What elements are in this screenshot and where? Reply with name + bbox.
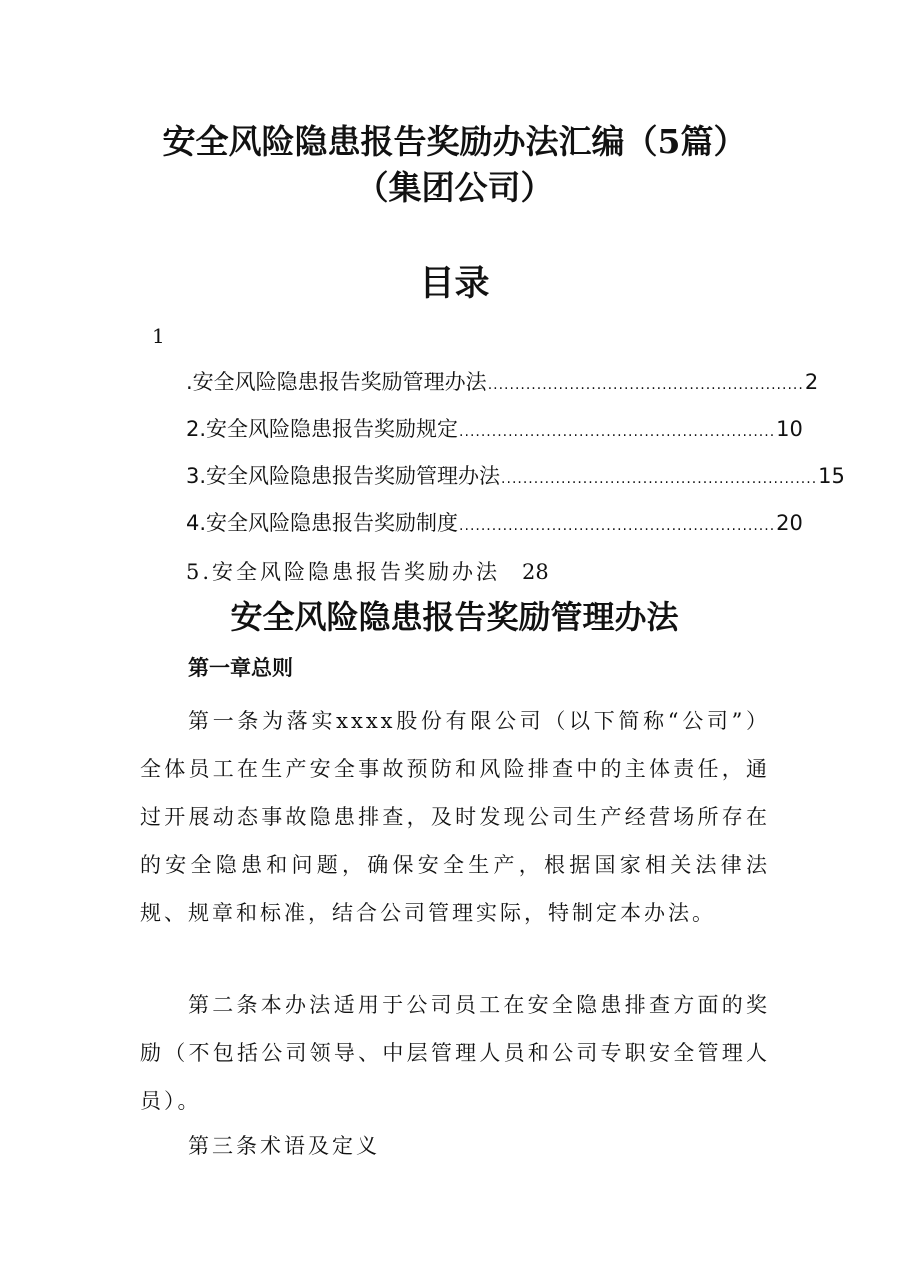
toc-item-page: 20 bbox=[776, 511, 803, 535]
toc-item-5[interactable] bbox=[186, 554, 549, 590]
chapter-heading: 第一章总则 bbox=[188, 656, 293, 680]
toc-heading: 目录 bbox=[419, 263, 490, 304]
toc-item[interactable] bbox=[186, 458, 845, 505]
toc-item-page: 15 bbox=[818, 464, 845, 488]
toc-first-number: 1 bbox=[152, 324, 165, 348]
toc-item-label: .安全风险隐患报告奖励管理办法 bbox=[186, 370, 487, 394]
article-2-paragraph: 第二条本办法适用于公司员工在安全隐患排查方面的奖励（不包括公司领导、中层管理人员和公司专职安全管理人员）。 bbox=[140, 993, 770, 1113]
article-3-paragraph: 第三条术语及定义 bbox=[188, 1134, 380, 1158]
toc-item-label: 5.安全风险隐患报告奖励办法 bbox=[186, 560, 501, 584]
section-title: 安全风险隐患报告奖励管理办法 bbox=[230, 598, 679, 636]
article-1-paragraph: 第一条为落实xxxx股份有限公司（以下简称“公司”）全体员工在生产安全事故预防和风险排查中的主体责任，通过开展动态事故隐患排查，及时发现公司生产经营场所存在的安全隐患和问题，确保安全生产，根据国家相关法律法规、规章和标准，结合公司管理实际，特制定本办法。 bbox=[140, 709, 770, 925]
toc-item-label: 2.安全风险隐患报告奖励规定 bbox=[186, 417, 459, 441]
toc-item-page: 10 bbox=[776, 417, 803, 441]
toc-item-page: 28 bbox=[522, 560, 549, 584]
toc-item[interactable] bbox=[186, 411, 803, 458]
toc-item-page: 2 bbox=[804, 370, 819, 394]
toc-leader-dots: .......................................................... bbox=[459, 424, 776, 440]
toc-item[interactable] bbox=[186, 505, 803, 552]
toc-item[interactable] bbox=[186, 364, 819, 411]
toc-item-label: 4.安全风险隐患报告奖励制度 bbox=[186, 511, 459, 535]
document-title: 安全风险隐患报告奖励办法汇编（5篇） bbox=[162, 122, 747, 161]
toc-item-label: 3.安全风险隐患报告奖励管理办法 bbox=[186, 464, 501, 488]
toc-leader-dots: .......................................................... bbox=[459, 518, 776, 534]
toc-list bbox=[186, 364, 845, 552]
toc-leader-dots: .......................................................... bbox=[487, 377, 804, 393]
toc-leader-dots: .......................................................... bbox=[501, 471, 818, 487]
document-subtitle: （集团公司） bbox=[355, 168, 554, 207]
